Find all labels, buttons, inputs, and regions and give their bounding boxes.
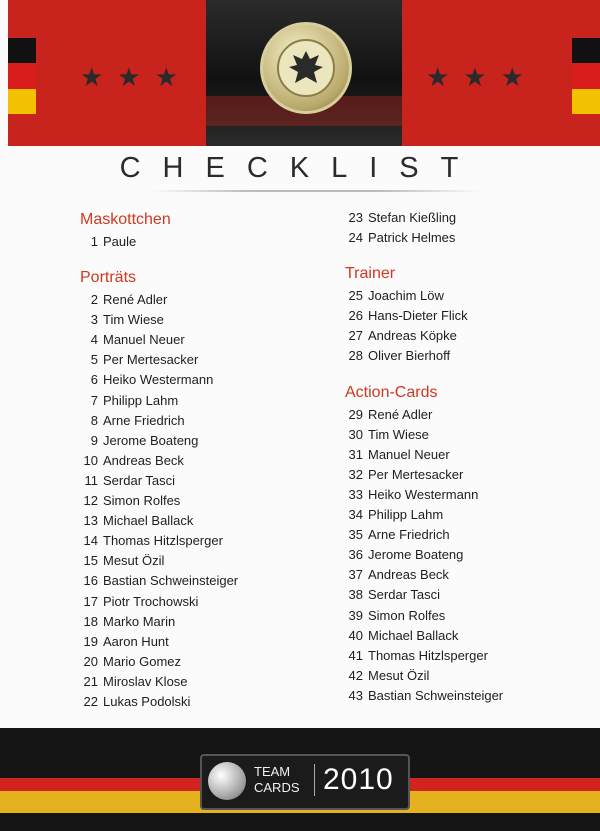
- list-item: [80, 692, 330, 712]
- list-item: [345, 306, 585, 326]
- list-item: [80, 431, 330, 451]
- checklist-column-left: [80, 208, 330, 712]
- list-item: [80, 411, 330, 431]
- section-heading: Porträts: [80, 269, 137, 287]
- list-item: [80, 232, 330, 252]
- list-item: [80, 551, 330, 571]
- footer-banner: [0, 728, 600, 831]
- card-number: 19: [83, 633, 98, 649]
- card-number: 8: [90, 412, 98, 428]
- card-number: 21: [83, 673, 98, 689]
- list-item: [80, 451, 330, 471]
- player-name: Joachim Löw: [368, 288, 444, 304]
- list-item: [345, 585, 585, 605]
- player-name: Lukas Podolski: [103, 693, 191, 709]
- player-name: Heiko Westermann: [103, 372, 214, 388]
- header-banner: [8, 0, 600, 146]
- player-name: Serdar Tasci: [103, 472, 176, 488]
- list-item: [80, 471, 330, 491]
- card-number: 4: [90, 332, 98, 348]
- football-icon: [208, 762, 246, 800]
- list-item: [80, 511, 330, 531]
- player-name: Jerome Boateng: [368, 547, 464, 563]
- card-number: 5: [90, 352, 98, 368]
- card-number: 36: [348, 547, 363, 563]
- dfb-crest-logo: [260, 22, 352, 114]
- player-name: Bastian Schweinsteiger: [368, 687, 504, 703]
- list-item: [80, 330, 330, 350]
- card-number: 12: [83, 493, 98, 509]
- player-name: Per Mertesacker: [103, 352, 199, 368]
- player-name: Heiko Westermann: [368, 486, 479, 502]
- player-name: Mesut Özil: [103, 553, 165, 569]
- card-number: 37: [348, 567, 363, 583]
- card-number: 28: [348, 348, 363, 364]
- player-name: Jerome Boateng: [103, 432, 199, 448]
- list-item: [345, 286, 585, 306]
- card-number: 22: [83, 693, 98, 709]
- section-gap: [80, 252, 330, 266]
- player-name: Patrick Helmes: [368, 230, 456, 246]
- player-name: Michael Ballack: [103, 513, 194, 529]
- list-item: [80, 652, 330, 672]
- player-name: Michael Ballack: [368, 627, 459, 643]
- list-item: [345, 346, 585, 366]
- list-item: [345, 626, 585, 646]
- player-name: Simon Rolfes: [103, 493, 181, 509]
- section-gap: [345, 367, 585, 381]
- page-title: CHECKLIST: [119, 152, 481, 184]
- player-name: Oliver Bierhoff: [368, 348, 451, 364]
- player-name: Piotr Trochowski: [103, 593, 199, 609]
- logo-team-label: TEAM: [254, 764, 291, 779]
- list-item: [80, 612, 330, 632]
- card-number: 29: [348, 406, 363, 422]
- player-name: René Adler: [368, 406, 433, 422]
- list-item: [345, 405, 585, 425]
- player-name: Miroslav Klose: [103, 673, 188, 689]
- list-item: [80, 592, 330, 612]
- list-item: [80, 672, 330, 692]
- card-number: 27: [348, 328, 363, 344]
- card-number: 17: [83, 593, 98, 609]
- player-name: Simon Rolfes: [368, 607, 446, 623]
- player-name: Aaron Hunt: [103, 633, 169, 649]
- player-name: Marko Marin: [103, 613, 176, 629]
- player-name: Thomas Hitzlsperger: [368, 647, 488, 663]
- card-number: 11: [84, 472, 98, 488]
- list-item: [345, 646, 585, 666]
- list-item: [80, 571, 330, 591]
- player-name: Philipp Lahm: [368, 507, 444, 523]
- list-item: [345, 465, 585, 485]
- list-item: [80, 350, 330, 370]
- player-name: Andreas Beck: [103, 452, 184, 468]
- card-number: 43: [348, 687, 363, 703]
- card-number: 39: [348, 607, 363, 623]
- card-number: 7: [90, 392, 98, 408]
- list-item: [345, 425, 585, 445]
- card-number: 14: [83, 533, 98, 549]
- player-name: Paule: [103, 234, 137, 249]
- player-name: Manuel Neuer: [368, 446, 450, 462]
- logo-cards-label: CARDS: [254, 780, 300, 795]
- card-number: 31: [348, 446, 363, 462]
- card-number: 24: [348, 230, 363, 246]
- card-number: 41: [348, 647, 363, 663]
- card-number: 13: [83, 513, 98, 529]
- player-name: Arne Friedrich: [103, 412, 185, 428]
- section-heading: Trainer: [345, 265, 396, 283]
- player-name: Tim Wiese: [368, 426, 429, 442]
- section-gap: [345, 248, 585, 262]
- player-name: Tim Wiese: [103, 312, 164, 328]
- player-name: Mario Gomez: [103, 653, 182, 669]
- list-item: [345, 525, 585, 545]
- player-name: Per Mertesacker: [368, 466, 464, 482]
- card-number: 32: [348, 466, 363, 482]
- player-name: Hans-Dieter Flick: [368, 308, 468, 324]
- card-number: 40: [348, 627, 363, 643]
- player-name: Serdar Tasci: [368, 587, 441, 603]
- player-name: Philipp Lahm: [103, 392, 179, 408]
- section-heading: Maskottchen: [80, 211, 171, 228]
- player-name: Stefan Kießling: [368, 210, 457, 225]
- list-item: [80, 531, 330, 551]
- logo-year: 2010: [314, 764, 394, 796]
- list-item: [80, 391, 330, 411]
- eagle-icon: [277, 39, 335, 97]
- germany-flag-icon: [572, 38, 600, 114]
- list-item: [345, 686, 585, 706]
- card-number: 23: [348, 210, 363, 225]
- player-name: Bastian Schweinsteiger: [103, 573, 239, 589]
- team-cards-logo: [200, 754, 410, 810]
- section-heading: Action-Cards: [345, 383, 438, 401]
- card-number: 30: [348, 426, 363, 442]
- list-item: [345, 208, 585, 228]
- stars-icon: ★★★: [426, 62, 538, 92]
- card-number: 20: [83, 653, 98, 669]
- list-item: [345, 445, 585, 465]
- player-name: Andreas Köpke: [368, 328, 457, 344]
- list-item: [80, 370, 330, 390]
- list-item: [345, 666, 585, 686]
- card-number: 6: [90, 372, 98, 388]
- list-item: [80, 491, 330, 511]
- list-item: [345, 326, 585, 346]
- player-name: Mesut Özil: [368, 667, 430, 683]
- list-item: [345, 228, 585, 248]
- list-item: [345, 606, 585, 626]
- card-number: 2: [90, 292, 98, 308]
- list-item: [80, 290, 330, 310]
- card-number: 26: [348, 308, 363, 324]
- card-number: 42: [348, 667, 363, 683]
- player-name: Arne Friedrich: [368, 527, 450, 543]
- player-name: Andreas Beck: [368, 567, 449, 583]
- title-divider: [150, 190, 480, 192]
- player-name: René Adler: [103, 292, 168, 308]
- card-number: 1: [90, 234, 98, 249]
- card-number: 34: [348, 507, 363, 523]
- card-number: 3: [90, 312, 98, 328]
- list-item: [345, 565, 585, 585]
- card-number: 35: [348, 527, 363, 543]
- card-number: 16: [83, 573, 98, 589]
- player-name: Thomas Hitzlsperger: [103, 533, 223, 549]
- germany-flag-icon: [8, 38, 36, 114]
- stars-icon: ★★★: [80, 62, 192, 92]
- list-item: [345, 545, 585, 565]
- card-number: 10: [83, 452, 98, 468]
- list-item: [345, 505, 585, 525]
- card-number: 33: [348, 486, 363, 502]
- card-number: 15: [83, 553, 98, 569]
- card-number: 18: [83, 613, 98, 629]
- list-item: [80, 632, 330, 652]
- card-number: 25: [348, 288, 363, 304]
- player-name: Manuel Neuer: [103, 332, 185, 348]
- checklist-column-right: [345, 208, 585, 706]
- card-number: 9: [90, 432, 98, 448]
- list-item: [80, 310, 330, 330]
- list-item: [345, 485, 585, 505]
- card-number: 38: [348, 587, 363, 603]
